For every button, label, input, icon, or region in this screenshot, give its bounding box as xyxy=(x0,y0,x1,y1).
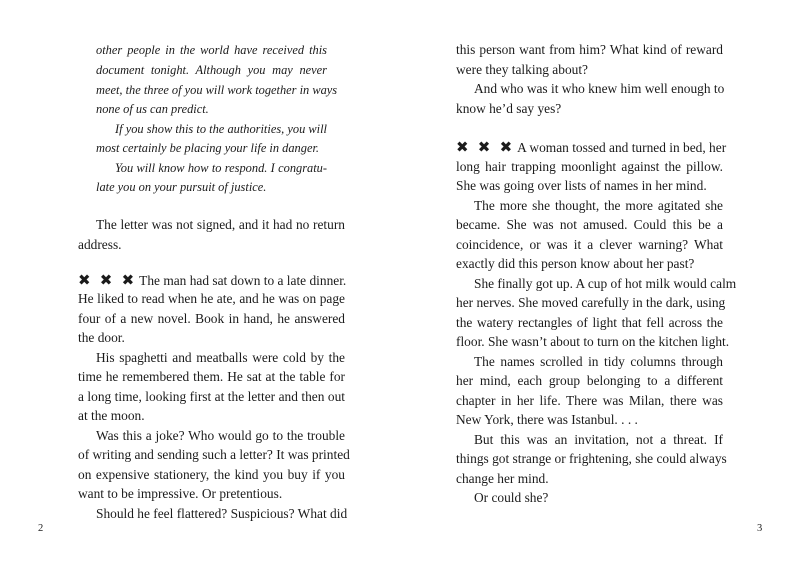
text-line: Was this a joke? Who would go to the trouble xyxy=(96,428,345,443)
text-line: her nerves. She moved carefully in the dark, using xyxy=(456,295,726,310)
text-line: exactly did this person know about her past? xyxy=(456,256,695,271)
text-line: four of a new novel. Book in hand, he answered xyxy=(78,311,345,326)
text-line: a long time, looking first at the letter and then out xyxy=(78,389,345,404)
text-line: Or could she? xyxy=(474,490,549,505)
text-line: floor. She wasn’t about to turn on the kitchen light. xyxy=(456,334,730,349)
text-line: Should he feel flattered? Suspicious? What did xyxy=(96,506,348,521)
text-line: long hair trapping moonlight against the pillow. xyxy=(456,159,723,174)
text-line: His spaghetti and meatballs were cold by the xyxy=(96,350,345,365)
text-line: coincidence, or was it a clever warning? What xyxy=(456,237,723,252)
text-line: were they talking about? xyxy=(456,62,588,77)
text-line: A woman tossed and turned in bed, her xyxy=(517,140,727,155)
text-line: And who was it who knew him well enough to xyxy=(474,81,725,96)
text-line: the door. xyxy=(78,330,125,345)
text-line: But this was an invitation, not a threat. If xyxy=(474,432,723,447)
text-line: She finally got up. A cup of hot milk would calm xyxy=(474,276,737,291)
text-line: He liked to read when he ate, and he was on page xyxy=(78,291,345,306)
text-line: meet, the three of you will work together in ways xyxy=(96,83,338,97)
text-line: She was going over lists of names in her mind. xyxy=(456,178,707,193)
right-page xyxy=(400,0,800,581)
text-line: things got strange or frightening, she could always xyxy=(456,451,727,466)
text-line: address. xyxy=(78,237,122,252)
text-line: the watery rectangles of light that fell across the xyxy=(456,315,723,330)
text-line: her mind, each group belonging to a different xyxy=(456,373,723,388)
text-line: this person want from him? What kind of reward xyxy=(456,42,723,57)
text-line: none of us can predict. xyxy=(96,102,209,116)
text-line: most certainly be placing your life in danger. xyxy=(96,141,319,155)
text-line: The more she thought, the more agitated she xyxy=(474,198,723,213)
text-line: The man had sat down to a late dinner. xyxy=(139,273,347,288)
text-line: became. She was not amused. Could this be a xyxy=(456,217,723,232)
page-number: 3 xyxy=(757,523,763,534)
text-line: want to be impressive. Or pretentious. xyxy=(78,486,283,501)
text-line: The letter was not signed, and it had no return xyxy=(96,217,345,232)
text-line: New York, there was Istanbul. . . . xyxy=(456,412,638,427)
text-line: If you show this to the authorities, you will xyxy=(115,122,327,136)
text-line: The names scrolled in tidy columns through xyxy=(474,354,723,369)
section-start-line xyxy=(456,138,727,156)
text-line: chapter in her life. There was Milan, there was xyxy=(456,393,723,408)
page-number: 2 xyxy=(38,523,44,534)
text-line: know he’d say yes? xyxy=(456,101,562,116)
text-line: other people in the world have received this xyxy=(96,43,327,57)
text-line: of writing and sending such a letter? It was printed xyxy=(78,447,350,462)
text-line: late you on your pursuit of justice. xyxy=(96,180,267,194)
text-line: document tonight. Although you may never xyxy=(96,63,327,77)
text-line: at the moon. xyxy=(78,408,145,423)
text-line: time he remembered them. He sat at the table for xyxy=(78,369,345,384)
section-break-ornament: ✖ ✖ ✖ xyxy=(78,271,137,289)
section-break-ornament: ✖ ✖ ✖ xyxy=(456,138,515,156)
section-start-line xyxy=(78,272,345,289)
text-line: You will know how to respond. I congratu- xyxy=(115,161,327,175)
text-line: on expensive stationery, the kind you buy if you xyxy=(78,467,345,482)
text-line: change her mind. xyxy=(456,471,549,486)
